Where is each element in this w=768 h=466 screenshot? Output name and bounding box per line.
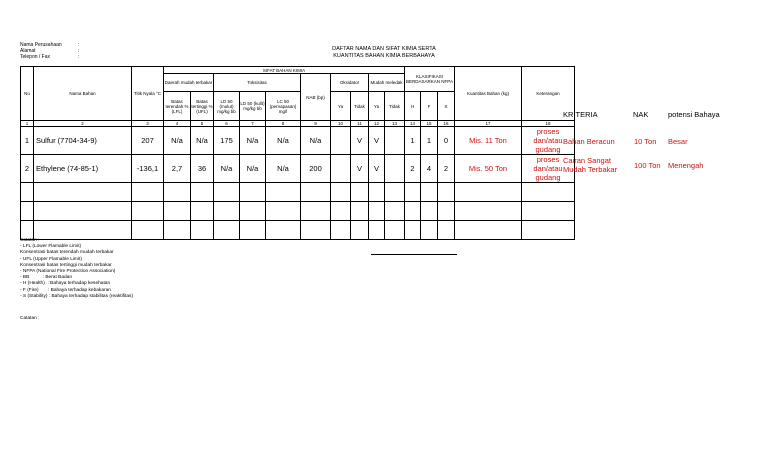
company-phone-colon: : [78,54,80,60]
company-address-label: Alamat [20,48,36,54]
col-num: 9 [301,121,331,127]
cell-lfl: 2,7 [164,155,191,183]
chemical-table [20,66,575,240]
side-nak: 100 Ton [634,161,661,170]
cell-ufl: 36 [191,155,214,183]
table-row [21,155,575,183]
cell-lc: N/a [266,155,301,183]
col-num: 12 [369,121,385,127]
note-line: Catatan : [20,238,40,243]
cell-titik: -136,1 [132,155,164,183]
col-num: 18 [522,121,575,127]
cell-keterangan: proses dan/atau gudang [522,127,575,155]
col-num: 4 [164,121,191,127]
table-row-empty [21,183,575,202]
cell-nama: Ethylene (74-85-1) [34,155,132,183]
header-h: H [405,92,421,121]
cell-oks-ya [331,155,351,183]
cell-ufl: N/a [191,127,214,155]
cell-oks-ya [331,127,351,155]
notes-block [20,238,133,300]
company-name-colon: : [78,42,80,48]
side-kriteria: Cairan Sangat Mudah Terbakar [563,156,618,174]
cell-titik: 207 [132,127,164,155]
side-header-nak: NAK [633,110,649,119]
cell-kuantitas: Mis. 50 Ton [455,155,522,183]
cell-h: 1 [405,127,421,155]
company-name-label: Nama Perusahaan [20,42,62,48]
cell-nab: 200 [301,155,331,183]
header-nab: NAB (bp) [301,74,331,121]
cell-ld-mulut: N/a [214,155,240,183]
company-info [20,42,79,60]
col-num: 8 [266,121,301,127]
company-phone-label: Telepon / Fax [20,54,51,60]
signature-line [371,254,457,255]
note-line: - H (Health) : Bahaya terhadap kesehatan [20,281,111,287]
cell-s: 0 [438,127,455,155]
cell-mud-tidak [385,155,405,183]
col-num: 2 [34,121,132,127]
cell-ld-kulit: N/a [240,155,266,183]
side-nak: 10 Ton [634,137,657,146]
header-f: F [421,92,438,121]
header-lc: LC 50 (pernapasan) mg/l [266,92,301,121]
header-oks-tidak: Tidak [351,92,369,121]
note-line: - UFL (Upper Flamable Limit) [20,256,82,262]
side-potensi: Menengah [668,161,704,170]
col-num: 7 [240,121,266,127]
header-no: No [21,67,34,121]
col-num: 15 [421,121,438,127]
company-address-colon: : [78,48,80,54]
cell-mud-ya: V [369,155,385,183]
col-num: 13 [385,121,405,127]
cell-kuantitas: Mis. 11 Ton [455,127,522,155]
col-num: 16 [438,121,455,127]
header-mudah-meledak: Mudah meledak [369,74,405,92]
cell-f: 1 [421,127,438,155]
side-kriteria: Bahan Beracun [563,137,615,146]
cell-no: 2 [21,155,34,183]
col-num: 1 [21,121,34,127]
side-header-kriteria: KRITERIA [563,110,598,119]
header-toksisitas: Toksisitas [214,74,301,92]
note-line: - F (Fire) : Bahaya terhadap kebakaran [20,287,111,293]
cell-nab: N/a [301,127,331,155]
side-header-potensi: potensi Bahaya [668,110,720,119]
header-mud-ya: Ya [369,92,385,121]
header-nama-bahan: Nama Bahan [34,67,132,121]
col-num: 11 [351,121,369,127]
cell-ld-mulut: 175 [214,127,240,155]
cell-mud-tidak [385,127,405,155]
cell-oks-tidak: V [351,127,369,155]
note-line: - LFL (Lower Flamable Limit) [20,244,82,250]
cell-lc: N/a [266,127,301,155]
cell-no: 1 [21,127,34,155]
cell-keterangan: proses dan/atau gudang [522,155,575,183]
side-potensi: Besar [668,137,688,146]
header-klasifikasi: KLASIFIKASI BERDASARKAN NFPA [405,67,455,92]
cell-mud-ya: V [369,127,385,155]
note-line: - BB : Berat Badan [20,275,72,281]
col-num: 14 [405,121,421,127]
doc-title-line1: DAFTAR NAMA DAN SIFAT KIMIA SERTA [332,46,436,52]
header-lfl: Batas terendah % (LFL) [164,92,191,121]
col-num: 10 [331,121,351,127]
header-ld-kulit: LD 50 (kulit) mg/kg bb [240,92,266,121]
cell-h: 2 [405,155,421,183]
table-row-empty [21,221,575,240]
header-kuantitas: Kuantitas Bahan (kg) [455,67,522,121]
note-line: Konsentrasi batas terendah mudah terbakar [20,250,114,256]
header-keterangan: Keterangan [522,67,575,121]
cell-s: 2 [438,155,455,183]
col-num: 5 [191,121,214,127]
catatan-footer: Catatan : [20,316,40,321]
cell-lfl: N/a [164,127,191,155]
header-ld-mulut: LD 50 (mulut) mg/kg bb [214,92,240,121]
col-num: 17 [455,121,522,127]
header-oksidator: Oksidator [331,74,369,92]
note-line: Konsentrasi batas tertinggi mudah terbakar [20,262,112,268]
cell-ld-kulit: N/a [240,127,266,155]
cell-f: 4 [421,155,438,183]
cell-nama: Sulfur (7704-34-9) [34,127,132,155]
header-daerah: Daerah mudah terbakar [164,74,214,92]
header-sifat-bahan: SIFAT BAHAN KIMIA [164,67,405,74]
note-line: - S (Stability) : Bahaya terhadap stabilitas (reaktifitas) [20,293,134,299]
table-row-empty [21,202,575,221]
col-num: 6 [214,121,240,127]
doc-title-line2: KUANTITAS BAHAN KIMIA BERBAHAYA [333,53,435,59]
header-s: S [438,92,455,121]
header-mud-tidak: Tidak [385,92,405,121]
header-titik-nyala: Titik Nyala °C [132,67,164,121]
header-oks-ya: Ya [331,92,351,121]
note-line: - NFPA (National Fire Protection Association) [20,269,116,275]
cell-oks-tidak: V [351,155,369,183]
table-row [21,127,575,155]
header-ufl: Batas tertinggi % (UFL) [191,92,214,121]
col-num: 3 [132,121,164,127]
